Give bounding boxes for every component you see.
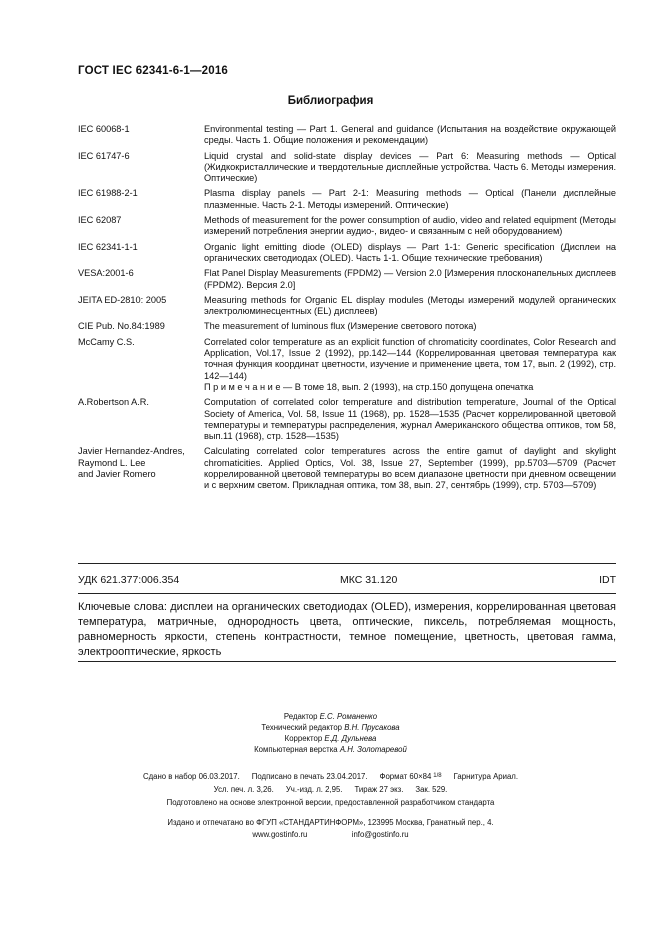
pub-sheets: Уч.-изд. л. 2,95. bbox=[285, 785, 343, 794]
imprint bbox=[0, 817, 661, 841]
keywords-paragraph: Ключевые слова: дисплеи на органических светодиодах (OLED), измерения, коррелированная цветовая температура, матричные, однородность цвета, оптические, пиксель, потребляемая мощность, равномерность яркости, степень контрастности, темное помещение, цветность, цветовая гамма, электрооптические, яркость bbox=[78, 601, 616, 658]
entry-code-line: IEC 62087 bbox=[78, 215, 122, 226]
entry-code bbox=[78, 397, 204, 442]
bibliography-entry bbox=[78, 321, 616, 332]
entry-code bbox=[78, 242, 204, 265]
publication-info bbox=[0, 770, 661, 809]
entry-code-line: IEC 60068-1 bbox=[78, 124, 130, 134]
typeset-date: Сдано в набор 06.03.2017. bbox=[142, 772, 240, 781]
entry-description bbox=[204, 151, 616, 185]
bibliography-entry bbox=[78, 188, 616, 211]
entry-code bbox=[78, 295, 204, 318]
entry-code bbox=[78, 151, 204, 185]
entry-description bbox=[204, 397, 616, 442]
entry-code-line: A.Robertson A.R. bbox=[78, 397, 149, 408]
bibliography-list bbox=[78, 124, 616, 496]
print-run: Тираж 27 экз. bbox=[354, 785, 404, 794]
entry-text: Correlated color temperature as an explicit function of chromaticity coordinates, Color Research and Application, Vol.17, Issue 2 (1992), pp.142—144 (Коррелированная цветовая температура как точная функция координат цветности, изучение и применение цвета, том 17, вып. 2 (1992), стр. 142—144) bbox=[204, 336, 616, 381]
bibliography-entry bbox=[78, 215, 616, 238]
entry-code-line: CIE Pub. No.84:1989 bbox=[78, 321, 165, 332]
credit-name: В.Н. Прусакова bbox=[344, 723, 400, 732]
credit-role: Технический редактор bbox=[261, 723, 343, 732]
entry-description bbox=[204, 188, 616, 211]
entry-description bbox=[204, 321, 616, 332]
entry-description bbox=[204, 215, 616, 238]
credits-block bbox=[0, 711, 661, 755]
middle-divider bbox=[78, 593, 616, 594]
format-fraction: 1/8 bbox=[433, 773, 442, 779]
entry-text: Organic light emitting diode (OLED) displays — Part 1-1: Generic specification (Дисплеи на органических светодиодах (OLED). Часть 1-1. Общие технические требования) bbox=[204, 241, 616, 263]
bibliography-entry bbox=[78, 397, 616, 442]
order-number: Зак. 529. bbox=[415, 785, 448, 794]
entry-text: Measuring methods for Organic EL display modules (Методы измерений модулей органических электролюминесцентных (EL) дисплеев) bbox=[204, 294, 616, 317]
bibliography-title: Библиография bbox=[287, 95, 374, 107]
pub-line-1 bbox=[0, 770, 661, 783]
entry-description bbox=[204, 295, 616, 318]
entry-code bbox=[78, 215, 204, 238]
entry-code bbox=[78, 188, 204, 211]
credit-line bbox=[0, 722, 661, 733]
credit-line bbox=[0, 744, 661, 755]
entry-text: The measurement of luminous flux (Измерение светового потока) bbox=[204, 321, 477, 332]
entry-code-line: Raymond L. Lee bbox=[78, 457, 146, 468]
bibliography-entry bbox=[78, 151, 616, 185]
bibliography-entry bbox=[78, 337, 616, 393]
website-link[interactable]: www.gostinfo.ru bbox=[252, 830, 308, 839]
mks-code: МКС 31.120 bbox=[340, 574, 398, 586]
entry-text: Liquid crystal and solid-state display devices — Part 6: Measuring methods — Optical (Жидкокристаллические и твердотельные дисплейные устройства. Часть 6. Методы измерения. Оптические) bbox=[204, 150, 616, 184]
pub-line-2 bbox=[0, 783, 661, 796]
entry-code bbox=[78, 337, 204, 393]
credit-name: Е.С. Романенко bbox=[319, 712, 378, 721]
entry-code-line: McCamy C.S. bbox=[78, 336, 135, 347]
entry-code-line: IEC 61747-6 bbox=[78, 150, 130, 161]
bibliography-entry bbox=[78, 242, 616, 265]
entry-code-line: VESA:2001-6 bbox=[78, 268, 134, 279]
bibliography-entry bbox=[78, 124, 616, 147]
credit-name: Е.Д. Дульнева bbox=[324, 734, 377, 743]
entry-code-line: IEC 61988-2-1 bbox=[78, 188, 138, 199]
contact-line bbox=[0, 829, 661, 841]
email-link[interactable]: info@gostinfo.ru bbox=[351, 830, 409, 839]
bibliography-entry bbox=[78, 295, 616, 318]
format: Формат 60×84 1/8 bbox=[379, 772, 442, 781]
entry-text: Plasma display panels — Part 2-1: Measuring methods — Optical (Панели дисплейные плазменные. Часть 2-1. Методы измерений. Оптические) bbox=[204, 188, 616, 210]
entry-description bbox=[204, 242, 616, 265]
pub-line-3 bbox=[0, 796, 661, 809]
bottom-divider bbox=[78, 661, 616, 662]
prepared-note: Подготовлено на основе электронной версии, предоставленной разработчиком стандарта bbox=[166, 798, 495, 807]
signed-date: Подписано в печать 23.04.2017. bbox=[251, 772, 368, 781]
credit-role: Редактор bbox=[283, 712, 318, 721]
entry-description bbox=[204, 446, 616, 491]
entry-description bbox=[204, 337, 616, 393]
entry-description bbox=[204, 268, 616, 291]
entry-description bbox=[204, 124, 616, 147]
typeface: Гарнитура Ариал. bbox=[453, 772, 519, 781]
credit-name: А.Н. Золотаревой bbox=[339, 745, 407, 754]
credit-line bbox=[0, 711, 661, 722]
entry-code bbox=[78, 124, 204, 147]
entry-code-line: IEC 62341-1-1 bbox=[78, 241, 138, 252]
bibliography-entry bbox=[78, 446, 616, 491]
entry-text: Computation of correlated color temperature and distribution temperature, Journal of the Optical Society of America, Vol. 58, Issue 11 (1968), pp. 1528—1535 (Расчет коррелированной цветовой температуры и температуры распределения, журнал Американского общества оптиков, том 58, вып.11 (1968), стр. 1528—1535) bbox=[204, 397, 616, 442]
idt-marker: IDT bbox=[599, 574, 616, 586]
bibliography-entry bbox=[78, 268, 616, 291]
credit-role: Корректор bbox=[284, 734, 323, 743]
udc-code: УДК 621.377:006.354 bbox=[78, 574, 180, 586]
entry-text: Methods of measurement for the power consumption of audio, video and related equipment (Методы измерений потребления энергии аудио-, видео- и связанным с ней оборудованием) bbox=[204, 215, 616, 237]
entry-note: П р и м е ч а н и е — В томе 18, вып. 2 (1993), на стр.150 допущена опечатка bbox=[204, 381, 534, 392]
entry-code bbox=[78, 321, 204, 332]
print-sheets: Усл. печ. л. 3,26. bbox=[213, 785, 274, 794]
entry-code bbox=[78, 446, 204, 491]
publisher-line: Издано и отпечатано во ФГУП «СТАНДАРТИНФОРМ», 123995 Москва, Гранатный пер., 4. bbox=[167, 818, 494, 827]
entry-code-line: and Javier Romero bbox=[78, 469, 156, 480]
top-divider bbox=[78, 563, 616, 564]
credit-line bbox=[0, 733, 661, 744]
standard-header: ГОСТ IEC 62341-6-1—2016 bbox=[78, 65, 229, 77]
entry-text: Flat Panel Display Measurements (FPDM2) — Version 2.0 [Измерения плосконапельных дисплеев (FPDM2). Версия 2.0] bbox=[204, 268, 616, 290]
entry-text: Calculating correlated color temperatures across the entire gamut of daylight and skylight chromaticities. Applied Optics, Vol. 38, Issue 27, September (1999), pp.5703—5709 (Расчет коррелированной цветовой температуры во всем диапазоне цветности при дневном освещении и с верхним светом. Прикладная оптика, том 38, вып. 27, сентябрь (1999), стр. 5703—5709) bbox=[204, 446, 616, 491]
entry-code bbox=[78, 268, 204, 291]
entry-code-line: JEITA ED-2810: 2005 bbox=[78, 294, 167, 305]
entry-code-line: Javier Hernandez-Andres, bbox=[78, 446, 185, 457]
credit-role: Компьютерная верстка bbox=[254, 745, 338, 754]
entry-text: Environmental testing — Part 1. General and guidance (Испытания на воздействие окружающей среды. Часть 1. Общие положения и рекомендации) bbox=[204, 124, 616, 146]
